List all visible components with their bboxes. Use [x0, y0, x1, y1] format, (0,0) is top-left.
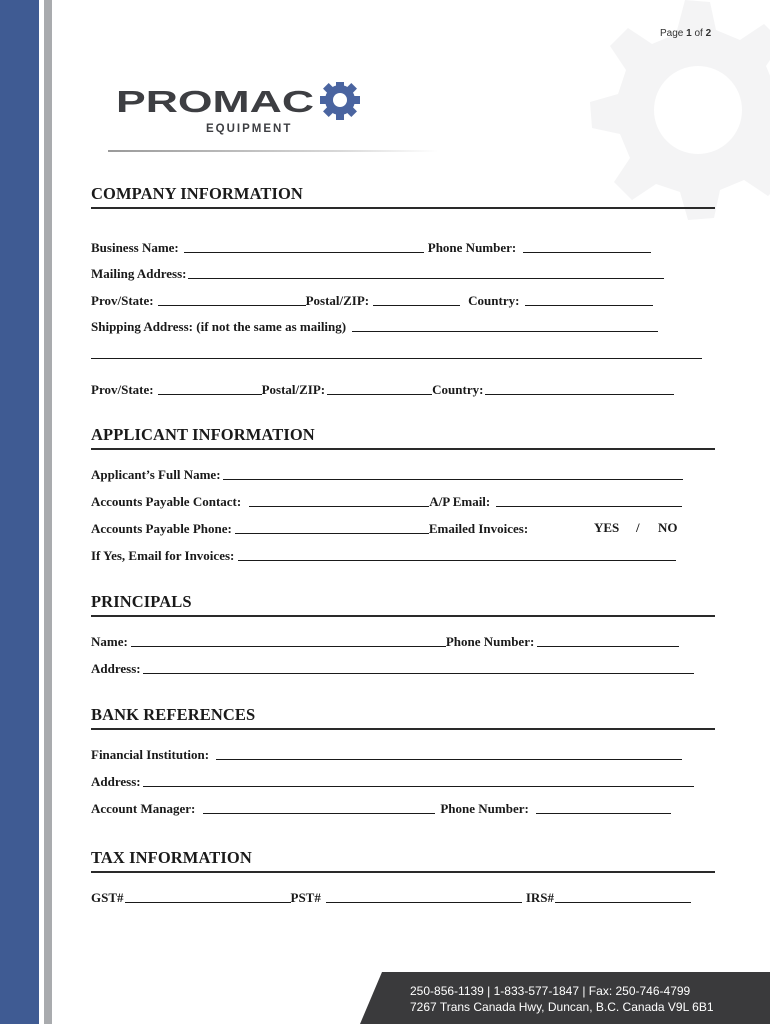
side-bar-gray: [44, 0, 52, 1024]
ap-phone-label: Accounts Payable Phone:: [91, 521, 232, 536]
mailing-address-label: Mailing Address:: [91, 266, 187, 281]
shipping-postal-zip-field[interactable]: [327, 382, 432, 395]
row-shipping-address-line2: [91, 344, 702, 362]
financial-institution-label: Financial Institution:: [91, 747, 210, 762]
shipping-prov-state-label: Prov/State:: [91, 382, 154, 397]
principal-name-field[interactable]: [131, 634, 446, 647]
logo-gear-icon: [320, 82, 360, 120]
row-bank-address: [91, 772, 694, 790]
section-divider: [91, 207, 715, 209]
yes-option[interactable]: YES: [594, 520, 620, 535]
business-name-field[interactable]: [184, 240, 424, 253]
section-tax-information: [91, 848, 715, 873]
shipping-prov-state-field[interactable]: [158, 382, 262, 395]
postal-zip-field[interactable]: [373, 293, 460, 306]
bank-address-label: Address:: [91, 774, 141, 789]
section-title: TAX INFORMATION: [91, 848, 252, 867]
row-financial-institution: [91, 745, 682, 763]
logo-divider: [108, 150, 438, 152]
principal-phone-label: Phone Number:: [445, 634, 535, 649]
section-divider: [91, 871, 715, 873]
phone-number-field[interactable]: [523, 240, 651, 253]
row-ap-contact: [91, 492, 682, 510]
row-applicant-full-name: [91, 465, 683, 483]
promac-logo: [114, 82, 374, 142]
row-business-name: [91, 238, 651, 256]
logo-sub-text: EQUIPMENT: [206, 123, 293, 135]
applicant-full-name-field[interactable]: [223, 467, 683, 480]
yes-no-separator: /: [636, 520, 640, 535]
row-account-manager: [91, 799, 671, 817]
row-ap-phone: [91, 519, 528, 537]
section-applicant-information: [91, 425, 715, 450]
shipping-country-label: Country:: [432, 382, 484, 397]
postal-zip-label: Postal/ZIP:: [305, 293, 370, 308]
ap-contact-label: Accounts Payable Contact:: [91, 494, 242, 509]
section-divider: [91, 448, 715, 450]
bank-phone-field[interactable]: [536, 801, 671, 814]
phone-number-label: Phone Number:: [427, 240, 517, 255]
shipping-address-label: Shipping Address: (if not the same as mailing): [91, 319, 347, 334]
side-bar-blue: [0, 0, 39, 1024]
no-option[interactable]: NO: [658, 520, 678, 535]
section-principals: [91, 592, 715, 617]
ap-contact-field[interactable]: [249, 494, 429, 507]
principal-phone-field[interactable]: [537, 634, 679, 647]
row-mailing-address: [91, 264, 664, 282]
gst-field[interactable]: [125, 890, 291, 903]
shipping-address-field[interactable]: [352, 319, 658, 332]
shipping-country-field[interactable]: [485, 382, 674, 395]
row-principal-address: [91, 659, 694, 677]
row-principal-name: [91, 632, 679, 650]
section-divider: [91, 728, 715, 730]
row-tax-numbers: [91, 888, 691, 906]
logo-brand-text: PROMAC: [116, 84, 314, 119]
applicant-full-name-label: Applicant’s Full Name:: [91, 467, 221, 482]
row-shipping-prov-state: [91, 380, 674, 398]
footer-address: 7267 Trans Canada Hwy, Duncan, B.C. Canada V9L 6B1: [410, 1000, 714, 1014]
country-label: Country:: [468, 293, 520, 308]
row-shipping-address: [91, 317, 658, 335]
section-title: PRINCIPALS: [91, 592, 192, 611]
section-bank-references: [91, 705, 715, 730]
footer-banner: [360, 972, 770, 1024]
account-manager-label: Account Manager:: [91, 801, 196, 816]
row-prov-state: [91, 291, 653, 309]
account-manager-field[interactable]: [203, 801, 435, 814]
irs-label: IRS#: [525, 890, 555, 905]
principal-address-field[interactable]: [143, 661, 694, 674]
bank-address-field[interactable]: [143, 774, 694, 787]
if-yes-email-field[interactable]: [238, 548, 676, 561]
footer-contact: 250-856-1139 | 1-833-577-1847 | Fax: 250-746-4799: [410, 984, 691, 998]
section-title: COMPANY INFORMATION: [91, 184, 303, 203]
financial-institution-field[interactable]: [216, 747, 682, 760]
ap-email-field[interactable]: [496, 494, 682, 507]
ap-phone-field[interactable]: [235, 521, 429, 534]
emailed-invoices-label: Emailed Invoices:: [428, 521, 529, 536]
section-title: BANK REFERENCES: [91, 705, 256, 724]
gst-label: GST#: [91, 890, 124, 905]
section-company-information: [91, 184, 715, 209]
section-divider: [91, 615, 715, 617]
if-yes-email-label: If Yes, Email for Invoices:: [91, 548, 235, 563]
principal-address-label: Address:: [91, 661, 141, 676]
bank-phone-label: Phone Number:: [440, 801, 529, 816]
shipping-postal-zip-label: Postal/ZIP:: [261, 382, 326, 397]
mailing-address-field[interactable]: [188, 266, 664, 279]
shipping-address-field-2[interactable]: [91, 346, 702, 359]
row-if-yes-email: [91, 546, 676, 564]
country-field[interactable]: [525, 293, 653, 306]
irs-field[interactable]: [555, 890, 691, 903]
principal-name-label: Name:: [91, 634, 128, 649]
pst-field[interactable]: [326, 890, 522, 903]
page-number: Page 1 of 2: [660, 28, 712, 39]
prov-state-label: Prov/State:: [91, 293, 154, 308]
ap-email-label: A/P Email:: [429, 494, 491, 509]
prov-state-field[interactable]: [158, 293, 306, 306]
business-name-label: Business Name:: [91, 240, 179, 255]
section-title: APPLICANT INFORMATION: [91, 425, 315, 444]
pst-label: PST#: [290, 890, 321, 905]
